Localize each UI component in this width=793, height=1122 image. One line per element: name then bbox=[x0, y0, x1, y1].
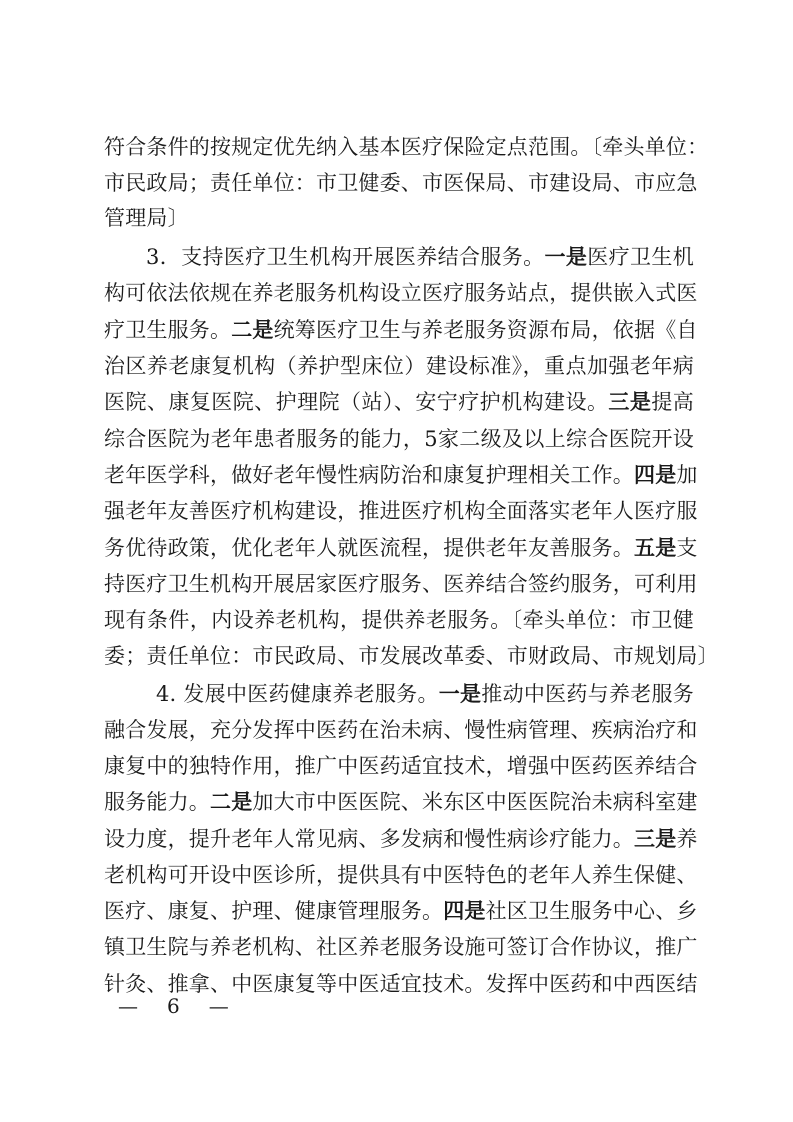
footer-left-dash: — bbox=[118, 994, 138, 1018]
text-segment: 医疗卫生机 bbox=[587, 245, 695, 269]
text-line bbox=[104, 715, 698, 745]
text-segment: 推动中医药与养老服务 bbox=[481, 682, 694, 706]
text-segment: 设力度，提升老年人常见病、多发病和慢性病诊疗能力。 bbox=[104, 827, 634, 851]
bold-enumerator: 五是 bbox=[634, 535, 677, 560]
text-segment: 3．支持医疗卫生机构开展医养结合服务。 bbox=[146, 245, 545, 269]
text-line bbox=[104, 751, 698, 781]
page-number: 6 bbox=[166, 994, 180, 1018]
bold-enumerator: 三是 bbox=[608, 389, 652, 414]
text-line bbox=[156, 679, 694, 709]
text-line bbox=[104, 168, 698, 198]
text-line bbox=[104, 203, 694, 233]
footer-right-dash: — bbox=[208, 994, 229, 1018]
text-line bbox=[104, 460, 698, 490]
text-segment: 管理局〕 bbox=[104, 206, 189, 230]
text-segment: 养 bbox=[676, 827, 698, 851]
text-segment: 持医疗卫生机构开展居家医疗服务、医养结合签约服务，可利用 bbox=[104, 572, 698, 596]
text-line bbox=[104, 932, 698, 962]
text-line bbox=[104, 496, 698, 526]
text-segment: 市民政局；责任单位：市卫健委、市医保局、市建设局、市应急 bbox=[104, 171, 698, 195]
text-line bbox=[104, 424, 694, 454]
bold-enumerator: 二是 bbox=[210, 789, 253, 814]
text-segment: 治区养老康复机构（养护型床位）建设标准》，重点加强老年病 bbox=[104, 354, 694, 378]
text-segment: 服务能力。 bbox=[104, 790, 210, 814]
text-line bbox=[104, 132, 709, 162]
text-segment: 构可依法依规在养老服务机构设立医疗服务站点，提供嵌入式医 bbox=[104, 281, 698, 305]
text-segment: 医疗、康复、护理、健康管理服务。 bbox=[104, 899, 444, 923]
text-line bbox=[104, 787, 698, 817]
text-segment: 加大市中医医院、米东区中医医院治未病科室建 bbox=[252, 790, 698, 814]
text-segment: 加 bbox=[676, 463, 698, 487]
bold-enumerator: 三是 bbox=[634, 826, 677, 851]
text-line bbox=[146, 242, 694, 272]
text-segment: 支 bbox=[676, 536, 698, 560]
text-line bbox=[104, 533, 698, 563]
text-segment: 务优待政策，优化老年人就医流程，提供老年友善服务。 bbox=[104, 536, 634, 560]
text-line bbox=[104, 315, 698, 345]
text-segment: 综合医院为老年患者服务的能力，5家二级及以上综合医院开设 bbox=[104, 427, 694, 451]
bold-enumerator: 四是 bbox=[634, 462, 677, 487]
text-segment: 镇卫生院与养老机构、社区养老服务设施可签订合作协议，推广 bbox=[104, 935, 698, 959]
text-line bbox=[104, 387, 694, 417]
text-line bbox=[104, 896, 698, 926]
text-segment: 老年医学科，做好老年慢性病防治和康复护理相关工作。 bbox=[104, 463, 634, 487]
text-line bbox=[104, 824, 698, 854]
bold-enumerator: 二是 bbox=[231, 317, 274, 342]
text-line bbox=[104, 351, 694, 381]
text-segment: 统筹医疗卫生与养老服务资源布局，依据《自 bbox=[273, 318, 698, 342]
text-segment: 针灸、推拿、中医康复等中医适宜技术。发挥中医药和中西医结 bbox=[104, 972, 698, 996]
text-segment: 老机构可开设中医诊所，提供具有中医特色的老年人养生保健、 bbox=[104, 863, 698, 887]
text-segment: 提高 bbox=[651, 390, 694, 414]
text-segment: 融合发展，充分发挥中医药在治未病、慢性病管理、疾病治疗和 bbox=[104, 718, 698, 742]
text-segment: 委；责任单位：市民政局、市发展改革委、市财政局、市规划局〕 bbox=[104, 644, 719, 668]
text-segment: 符合条件的按规定优先纳入基本医疗保险定点范围。〔牵头单位： bbox=[104, 135, 709, 159]
text-segment: 康复中的独特作用，推广中医药适宜技术，增强中医药医养结合 bbox=[104, 754, 698, 778]
text-segment: 4. 发展中医药健康养老服务。 bbox=[156, 682, 439, 706]
bold-enumerator: 一是 bbox=[544, 244, 588, 269]
text-line bbox=[104, 569, 698, 599]
text-line bbox=[104, 278, 698, 308]
text-segment: 现有条件，内设养老机构，提供养老服务。〔牵头单位：市卫健 bbox=[104, 608, 694, 632]
bold-enumerator: 一是 bbox=[438, 681, 482, 706]
text-line bbox=[104, 605, 694, 635]
bold-enumerator: 四是 bbox=[443, 898, 486, 923]
page-footer bbox=[113, 994, 234, 1018]
text-segment: 医院、康复医院、护理院（站）、安宁疗护机构建设。 bbox=[104, 390, 609, 414]
text-line bbox=[104, 860, 698, 890]
text-line bbox=[104, 641, 719, 671]
text-segment: 强老年友善医疗机构建设，推进医疗机构全面落实老年人医疗服 bbox=[104, 499, 698, 523]
text-segment: 疗卫生服务。 bbox=[104, 318, 232, 342]
text-segment: 社区卫生服务中心、乡 bbox=[485, 899, 698, 923]
